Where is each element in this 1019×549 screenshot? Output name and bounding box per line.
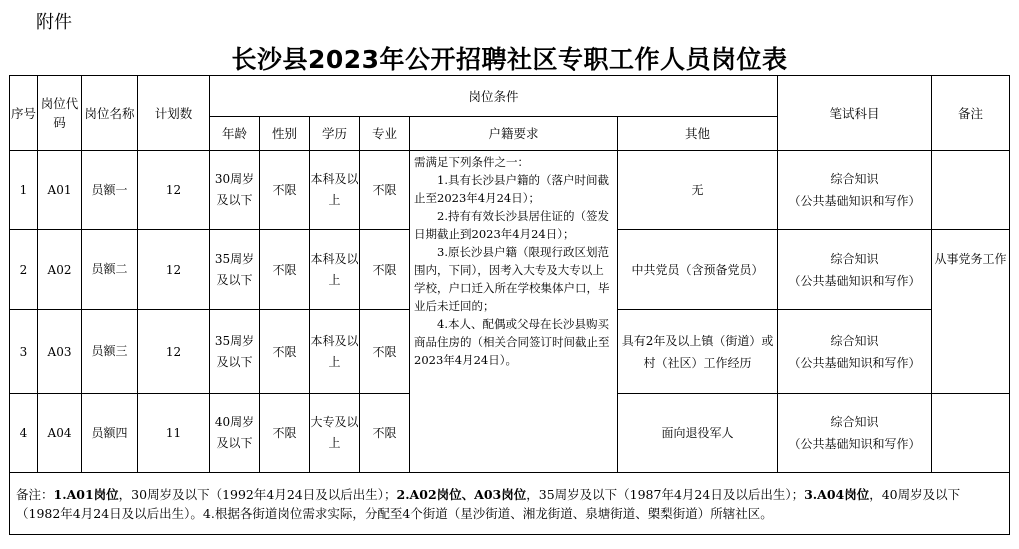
header-age: 年龄 <box>210 117 260 151</box>
footnote-1-text: ，30周岁及以下（1992年4月24日及以后出生）； <box>118 486 397 502</box>
header-conditions: 岗位条件 <box>210 76 778 117</box>
hukou-item-2: 2.持有有效长沙县居住证的（签发日期截止到2023年4月24日）； <box>414 209 609 241</box>
cell-code: A01 <box>38 151 82 230</box>
cell-major: 不限 <box>360 310 410 394</box>
cell-plan: 12 <box>138 310 210 394</box>
exam-detail: （公共基础知识和写作） <box>788 437 921 451</box>
header-plan: 计划数 <box>138 76 210 151</box>
cell-code: A04 <box>38 394 82 473</box>
header-row-1 <box>10 76 1010 117</box>
cell-education: 本科及以上 <box>310 230 360 310</box>
cell-code: A02 <box>38 230 82 310</box>
header-exam: 笔试科目 <box>778 76 932 151</box>
cell-age: 35周岁及以下 <box>210 310 260 394</box>
cell-age: 30周岁及以下 <box>210 151 260 230</box>
positions-table <box>9 75 1010 535</box>
page-title: 长沙县2023年公开招聘社区专职工作人员岗位表 <box>231 45 788 74</box>
header-seq: 序号 <box>10 76 38 151</box>
exam-detail: （公共基础知识和写作） <box>788 273 921 288</box>
footnote-row <box>10 473 1010 535</box>
cell-other: 无 <box>618 151 778 230</box>
cell-exam <box>778 151 932 230</box>
cell-plan: 12 <box>138 230 210 310</box>
cell-education: 大专及以上 <box>310 394 360 473</box>
footnote-3-text: ，40周岁及以下（1982年4月24日及以后出生）。 <box>16 486 961 521</box>
cell-name: 员额二 <box>82 230 138 310</box>
footnote-2-label: 2.A02岗位、A03岗位 <box>396 486 527 502</box>
cell-age: 35周岁及以下 <box>210 230 260 310</box>
cell-education: 本科及以上 <box>310 151 360 230</box>
cell-remark <box>932 151 1010 230</box>
footnote-2-text: ，35周岁及以下（1987年4月24日及以后出生）； <box>526 486 805 502</box>
footnote-4-text: 4.根据各街道岗位需求实际，分配至4个街道（星沙街道、湘龙街道、泉塘街道、㮾梨街道）所辖社区。 <box>202 505 773 521</box>
cell-seq: 4 <box>10 394 38 473</box>
cell-age: 40周岁及以下 <box>210 394 260 473</box>
cell-seq: 3 <box>10 310 38 394</box>
exam-name: 综合知识 <box>830 251 879 266</box>
footnote-3-label: 3.A04岗位 <box>804 486 870 502</box>
header-education: 学历 <box>310 117 360 151</box>
cell-gender: 不限 <box>260 394 310 473</box>
exam-detail: （公共基础知识和写作） <box>788 194 921 208</box>
cell-plan: 11 <box>138 394 210 473</box>
cell-plan: 12 <box>138 151 210 230</box>
cell-code: A03 <box>38 310 82 394</box>
cell-seq: 1 <box>10 151 38 230</box>
cell-gender: 不限 <box>260 151 310 230</box>
exam-detail: （公共基础知识和写作） <box>788 355 921 370</box>
cell-remark <box>932 394 1010 473</box>
cell-major: 不限 <box>360 151 410 230</box>
exam-name: 综合知识 <box>830 415 879 429</box>
cell-name: 员额四 <box>82 394 138 473</box>
footnote-prefix: 备注： <box>16 486 54 502</box>
exam-name: 综合知识 <box>830 333 879 348</box>
header-name: 岗位名称 <box>82 76 138 151</box>
cell-education: 本科及以上 <box>310 310 360 394</box>
header-gender: 性别 <box>260 117 310 151</box>
attachment-label: 附件 <box>36 12 72 33</box>
header-other: 其他 <box>618 117 778 151</box>
hukou-item-4: 4.本人、配偶或父母在长沙县购买商品住房的（相关合同签订时间截止至2023年4月24日）。 <box>414 317 610 367</box>
header-remark: 备注 <box>932 76 1010 151</box>
cell-remark-party: 从事党务工作 <box>932 230 1010 394</box>
cell-exam <box>778 310 932 394</box>
cell-other: 面向退役军人 <box>618 394 778 473</box>
table-row <box>10 151 1010 230</box>
cell-other: 中共党员（含预备党员） <box>618 230 778 310</box>
cell-hukou-requirements <box>410 151 618 473</box>
cell-name: 员额三 <box>82 310 138 394</box>
cell-exam <box>778 230 932 310</box>
cell-major: 不限 <box>360 230 410 310</box>
hukou-item-3: 3.原长沙县户籍（限现行政区划范围内，下同），因考入大专及大专以上学校，户口迁入所在学校集体户口，毕业后未迁回的； <box>414 245 610 313</box>
cell-name: 员额一 <box>82 151 138 230</box>
cell-gender: 不限 <box>260 230 310 310</box>
cell-seq: 2 <box>10 230 38 310</box>
header-hukou: 户籍要求 <box>410 117 618 151</box>
cell-exam <box>778 394 932 473</box>
header-code: 岗位代码 <box>38 76 82 151</box>
exam-name: 综合知识 <box>830 172 879 186</box>
cell-major: 不限 <box>360 394 410 473</box>
cell-gender: 不限 <box>260 310 310 394</box>
footnote-1-label: 1.A01岗位 <box>53 486 119 502</box>
hukou-item-1: 1.具有长沙县户籍的（落户时间截止至2023年4月24日）； <box>414 173 609 205</box>
header-major: 专业 <box>360 117 410 151</box>
hukou-intro: 需满足下列条件之一： <box>414 155 529 169</box>
cell-other: 具有2年及以上镇（街道）或村（社区）工作经历 <box>618 310 778 394</box>
footnote <box>10 473 1010 535</box>
